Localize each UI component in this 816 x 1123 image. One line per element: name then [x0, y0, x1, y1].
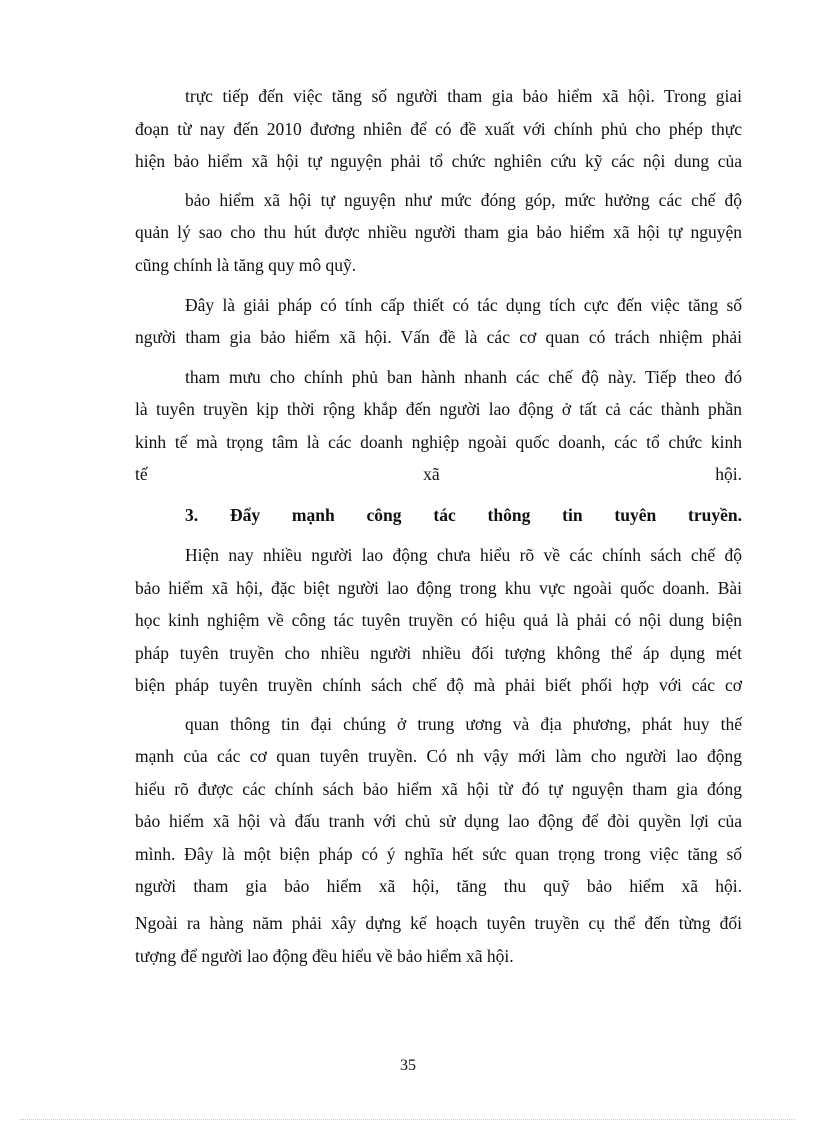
text-line: tượng để người lao động đều hiểu về bảo hiểm xã hội.: [135, 946, 514, 966]
text-line: là tuyên truyền kịp thời rộng khắp đến người lao động ở tất cả các thành phần: [135, 399, 742, 419]
text-line: pháp tuyên truyền cho nhiều người nhiều đối tượng không thể áp dụng mét: [135, 643, 742, 663]
text-line: quản lý sao cho thu hút được nhiều người tham gia bảo hiểm xã hội tự nguyện: [135, 222, 742, 242]
text-line: Ngoài ra hàng năm phải xây dựng kế hoạch tuyên truyền cụ thể đến từng đối: [135, 913, 742, 933]
text-line: người tham gia bảo hiểm xã hội, tăng thu quỹ bảo hiểm xã hội.: [135, 876, 742, 896]
text-line: tế xã hội.: [135, 464, 742, 484]
text-line: trực tiếp đến việc tăng số người tham gia bảo hiểm xã hội. Trong giai: [185, 86, 742, 106]
text-line: bảo hiểm xã hội, đặc biệt người lao động trong khu vực ngoài quốc doanh. Bài: [135, 578, 742, 598]
text-line: kinh tế mà trọng tâm là các doanh nghiệp ngoài quốc doanh, các tổ chức kinh: [135, 432, 742, 452]
text-line: mạnh của các cơ quan tuyên truyền. Có nh vậy mới làm cho người lao động: [135, 746, 742, 766]
text-line: đoạn từ nay đến 2010 đương nhiên để có đề xuất với chính phủ cho phép thực: [135, 119, 742, 139]
text-line: biện pháp tuyên truyền chính sách chế độ mà phải biết phối hợp với các cơ: [135, 675, 742, 695]
text-line: bảo hiểm xã hội tự nguyện như mức đóng góp, mức hưởng các chế độ: [185, 190, 742, 210]
text-line: hiểu rõ được các chính sách bảo hiểm xã hội từ đó tự nguyện tham gia đóng: [135, 779, 742, 799]
text-line: mình. Đây là một biện pháp có ý nghĩa hết sức quan trọng trong việc tăng số: [135, 844, 742, 864]
text-line: Đây là giải pháp có tính cấp thiết có tác dụng tích cực đến việc tăng số: [185, 295, 742, 315]
text-line: cũng chính là tăng quy mô quỹ.: [135, 255, 357, 275]
text-line: hiện bảo hiểm xã hội tự nguyện phải tổ chức nghiên cứu kỹ các nội dung của: [135, 151, 742, 171]
text-line: học kinh nghiệm về công tác tuyên truyền có hiệu quả là phải có nội dung biện: [135, 610, 742, 630]
text-line: Hiện nay nhiều người lao động chưa hiểu rõ về các chính sách chế độ: [185, 545, 742, 565]
text-line: bảo hiểm xã hội và đấu tranh với chủ sử dụng lao động để đòi quyền lợi của: [135, 811, 742, 831]
page-number: 35: [400, 1057, 416, 1074]
bottom-divider: [20, 1119, 796, 1120]
text-line: người tham gia bảo hiểm xã hội. Vấn đề là các cơ quan có trách nhiệm phải: [135, 327, 742, 347]
text-line: quan thông tin đại chúng ở trung ương và địa phương, phát huy thế: [185, 714, 742, 734]
section-heading: 3. Đẩy mạnh công tác thông tin tuyên truyền.: [185, 505, 742, 525]
text-line: tham mưu cho chính phủ ban hành nhanh các chế độ này. Tiếp theo đó: [185, 367, 742, 387]
